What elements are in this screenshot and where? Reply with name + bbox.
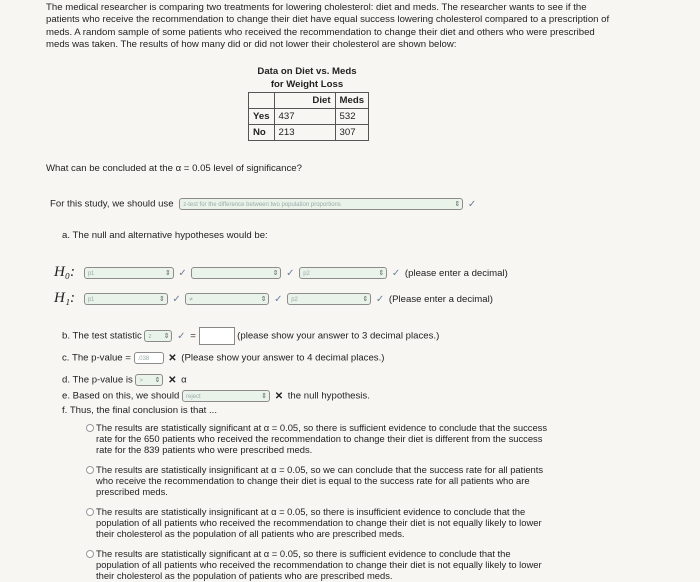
- p-value-input[interactable]: [134, 352, 164, 364]
- cell-no-meds: 307: [335, 125, 369, 141]
- decision-select-value: reject: [186, 394, 201, 400]
- part-c-prefix: c. The p-value =: [62, 352, 131, 364]
- check-icon: ✓: [391, 268, 401, 279]
- col-header-diet: Diet: [274, 93, 335, 109]
- h0-hint: (please enter a decimal): [404, 268, 508, 279]
- select-arrow-icon: ⇕: [154, 377, 161, 384]
- select-arrow-icon: ⇕: [158, 296, 165, 304]
- p-value-input-value: .038: [137, 356, 150, 362]
- decision-select[interactable]: [182, 390, 270, 402]
- part-b-hint: (please show your answer to 3 decimal places.): [237, 330, 440, 342]
- table-row: [249, 109, 369, 125]
- cross-icon: ✕: [274, 390, 284, 402]
- part-b-row: [62, 327, 439, 345]
- check-icon: ✓: [172, 294, 181, 305]
- part-d-row: [62, 374, 187, 386]
- h1-operator-select[interactable]: [185, 293, 269, 305]
- check-icon: ✓: [177, 330, 186, 342]
- radio-button[interactable]: [86, 508, 94, 516]
- h0-row: [54, 264, 508, 281]
- select-arrow-icon: ⇕: [164, 270, 171, 278]
- conclusion-option-2-text: The results are statistically insignificant at α = 0.05, so we can conclude that the success rate for all patients who receive the recommendation to change their diet is equal to the success rate for all patients who are prescribed meds.: [96, 464, 544, 498]
- part-c-row: [62, 352, 384, 364]
- table-title-line1: Data on Diet vs. Meds: [257, 66, 357, 77]
- part-e-suffix: the null hypothesis.: [287, 390, 370, 402]
- alpha-symbol: α: [181, 374, 187, 386]
- check-icon: ✓: [375, 294, 385, 305]
- part-e-row: [62, 390, 370, 402]
- h0-param2-value: p2: [303, 271, 310, 278]
- h0-param2-select[interactable]: [299, 267, 387, 279]
- problem-intro: The medical researcher is comparing two treatments for lowering cholesterol: diet and meds. The researcher wants to see if the patients who receive the recommendation to change their diet have equal success lowering cholesterol compared to a prescription of meds. A random sample of some patients who received the recommendation to change their diet and others who were prescribed meds was taken. The results of how many did or did not lower their cholesterol are shown below:: [46, 2, 610, 51]
- cell-yes-diet: 437: [274, 109, 335, 125]
- check-icon: ✓: [286, 268, 295, 279]
- table-row: [249, 125, 369, 141]
- table-corner: [249, 93, 275, 109]
- h1-param2-value: p2: [291, 297, 298, 304]
- conclusion-option-1[interactable]: [96, 422, 556, 456]
- table-title-line2: for Weight Loss: [270, 78, 344, 90]
- radio-button[interactable]: [86, 550, 94, 558]
- conclusion-option-2[interactable]: [96, 464, 556, 498]
- select-arrow-icon: ⇕: [362, 296, 369, 304]
- data-table: [248, 92, 369, 141]
- test-type-select-value: z-test for the difference between two population proportions: [183, 202, 341, 208]
- radio-button[interactable]: [86, 466, 94, 474]
- cross-icon: ✕: [168, 374, 177, 386]
- test-type-select[interactable]: [179, 198, 463, 210]
- table-header-row: [249, 93, 369, 109]
- check-icon: ✓: [467, 198, 477, 210]
- part-b-prefix: b. The test statistic: [62, 330, 142, 342]
- select-arrow-icon: ⇕: [261, 393, 268, 400]
- p-value-comparison-value: >: [139, 378, 143, 384]
- p-value-comparison-select[interactable]: [135, 374, 163, 386]
- h1-label: H₁:: [54, 290, 76, 306]
- select-arrow-icon: ⇕: [260, 296, 267, 304]
- check-icon: ✓: [274, 294, 283, 305]
- h1-param2-select[interactable]: [287, 293, 371, 305]
- h1-operator-value: ≠: [189, 297, 193, 304]
- conclusion-option-1-text: The results are statistically significant at α = 0.05, so there is sufficient evidence to conclude that the success rate for the 650 patients who received the recommendation to change their diet is different from the success rate for the 839 patients who were prescribed meds.: [96, 422, 548, 456]
- part-f-label: f. Thus, the final conclusion is that ...: [62, 405, 218, 416]
- conclusion-option-4[interactable]: [96, 548, 556, 582]
- study-prefix: For this study, we should use: [50, 198, 174, 210]
- select-arrow-icon: ⇕: [272, 270, 279, 278]
- test-statistic-select[interactable]: [144, 330, 172, 342]
- select-arrow-icon: ⇕: [163, 333, 170, 340]
- part-c-hint: (Please show your answer to 4 decimal places.): [181, 352, 385, 364]
- h0-operator-select[interactable]: [191, 267, 281, 279]
- check-icon: ✓: [178, 268, 187, 279]
- part-e-prefix: e. Based on this, we should: [62, 390, 180, 402]
- radio-button[interactable]: [86, 424, 94, 432]
- equals-sign: =: [190, 330, 196, 342]
- h0-label: H₀:: [54, 264, 76, 280]
- h1-param1-value: p1: [87, 297, 95, 304]
- row-label-yes: Yes: [249, 109, 275, 125]
- select-arrow-icon: ⇕: [378, 270, 385, 278]
- part-d-prefix: d. The p-value is: [62, 374, 133, 386]
- h1-hint: (Please enter a decimal): [388, 294, 493, 305]
- h1-row: [54, 290, 493, 307]
- significance-question: What can be concluded at the α = 0.05 level of significance?: [46, 163, 302, 174]
- part-a-label: a. The null and alternative hypotheses would be:: [62, 230, 268, 241]
- conclusion-option-3-text: The results are statistically insignificant at α = 0.05, so there is insufficient evidence to conclude that the population of all patients who received the recommendation to change their diet is not equally likely to lower their cholesterol as the population of all patients who are prescribed meds.: [96, 506, 542, 540]
- h1-param1-select[interactable]: [84, 293, 168, 305]
- cross-icon: ✕: [168, 352, 177, 364]
- col-header-meds: Meds: [335, 93, 369, 109]
- h0-param1-value: p1: [87, 271, 95, 278]
- table-title: [246, 66, 368, 91]
- select-arrow-icon: ⇕: [454, 201, 461, 208]
- cell-yes-meds: 532: [335, 109, 369, 125]
- conclusion-option-3[interactable]: [96, 506, 556, 540]
- test-statistic-select-value: z: [148, 334, 152, 340]
- study-row: [50, 198, 478, 210]
- row-label-no: No: [249, 125, 275, 141]
- conclusion-option-4-text: The results are statistically significant at α = 0.05, so there is sufficient evidence to conclude that the population of all patients who received the recommendation to change their diet is not equally likely to lower their cholesterol as the population of patients who are prescribed meds.: [96, 548, 542, 582]
- h0-param1-select[interactable]: [84, 267, 174, 279]
- test-statistic-input[interactable]: [199, 327, 235, 345]
- cell-no-diet: 213: [274, 125, 335, 141]
